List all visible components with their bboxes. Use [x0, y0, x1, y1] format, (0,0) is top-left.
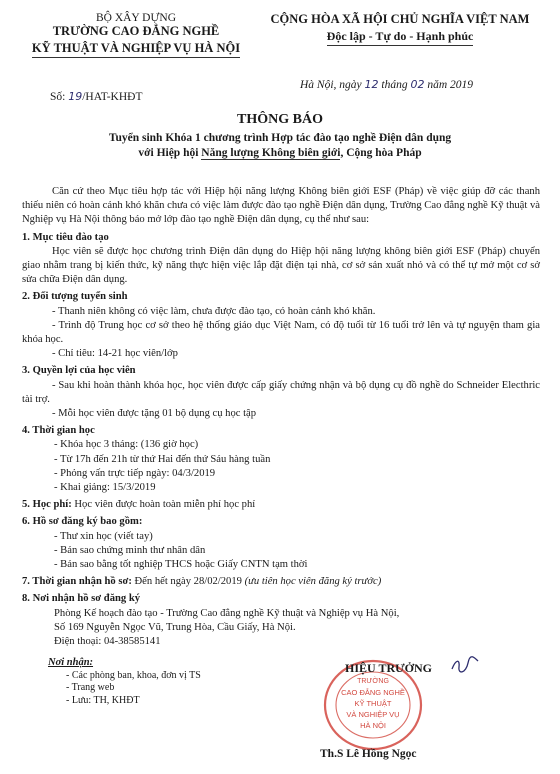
seal-text: CAO ĐẲNG NGHỀ: [341, 688, 405, 697]
school-name-line1: TRƯỜNG CAO ĐẲNG NGHỀ: [52, 24, 220, 38]
signer-title: HIỆU TRƯỞNG: [345, 661, 433, 675]
list-item: - Chỉ tiêu: 14-21 học viên/lớp: [52, 348, 178, 360]
school-name-line2: KỸ THUẬT VÀ NGHIỆP VỤ HÀ NỘI: [32, 41, 240, 58]
month-handwritten: 02: [410, 78, 425, 91]
signer-name: Th.S Lê Hồng Ngọc: [320, 748, 417, 760]
recipients-title: Nơi nhận:: [48, 657, 94, 669]
list-item: - Thanh niên không có việc làm, chưa được đào tạo, có hoàn cảnh khó khăn.: [52, 305, 376, 317]
ministry-name: BỘ XÂY DỰNG: [95, 12, 177, 24]
section-2-title: 2. Đối tượng tuyển sinh: [22, 291, 128, 303]
section-4-title: 4. Thời gian học: [22, 425, 95, 437]
list-item: - Bản sao chứng minh thư nhân dân: [54, 544, 206, 556]
list-item: - Từ 17h đến 21h từ thứ Hai đến thứ Sáu hàng tuần: [54, 453, 271, 465]
list-item: - Mỗi học viên được tặng 01 bộ dụng cụ học tập: [52, 408, 257, 420]
recipient-item: - Lưu: TH, KHĐT: [66, 694, 140, 706]
national-motto: Độc lập - Tự do - Hạnh phúc: [327, 29, 474, 46]
document-number: Số: 19/HAT-KHĐT: [50, 90, 143, 103]
list-item: - Trình độ Trung học cơ sở theo hệ thống giáo dục Việt Nam, có độ tuổi từ 16 tuổi trở lên và tự nguyện tham gia khóa học.: [22, 319, 540, 346]
seal-text: VÀ NGHIỆP VỤ: [346, 710, 400, 719]
list-item: - Phỏng vấn trực tiếp ngày: 04/3/2019: [54, 467, 216, 479]
list-item: - Sau khi hoàn thành khóa học, học viên được cấp giấy chứng nhận và bộ dụng cụ đồ nghề do Schneider Electhric tài trợ.: [22, 379, 540, 405]
issuer-block: [22, 8, 250, 58]
section-3-title: 3. Quyền lợi của học viên: [22, 365, 136, 377]
signature-mark: [450, 655, 480, 675]
recipient-item: - Các phòng ban, khoa, đơn vị TS: [66, 669, 201, 681]
section-6-title: 6. Hồ sơ đăng ký bao gồm:: [22, 516, 143, 528]
section-5: 5. Học phí: Học viên được hoàn toàn miễn phí học phí: [22, 499, 256, 511]
recipient-item: - Trang web: [66, 682, 115, 694]
day-handwritten: 12: [364, 78, 379, 91]
list-item: - Bản sao bằng tốt nghiệp THCS hoặc Giấy CNTN tạm thời: [54, 559, 308, 571]
list-item: - Khai giảng: 15/3/2019: [54, 482, 156, 494]
phone-line: Điện thoại: 04-38585141: [54, 636, 161, 648]
section-7: 7. Thời gian nhận hồ sơ: Đến hết ngày 28/02/2019 (ưu tiên học viên đăng ký trước): [22, 576, 382, 588]
nation-block: [250, 8, 550, 46]
seal-text: TRƯỜNG: [357, 678, 389, 685]
place-date: Hà Nội, ngày 12 tháng 02 năm 2019: [300, 78, 474, 91]
section-8-title: 8. Nơi nhận hồ sơ đăng ký: [22, 593, 141, 605]
document-number-handwritten: 19: [68, 90, 83, 103]
document-title: THÔNG BÁO: [237, 112, 323, 127]
address-line: Phòng Kế hoạch đào tạo - Trường Cao đẳng nghề Kỹ thuật và Nghiệp vụ Hà Nội,: [54, 607, 400, 619]
document-body: [22, 185, 540, 707]
section-1-title: 1. Mục tiêu đào tạo: [22, 231, 109, 243]
nation-name: CỘNG HÒA XÃ HỘI CHỦ NGHĨA VIỆT NAM: [270, 12, 530, 26]
seal-text: KỸ THUẬT: [354, 699, 392, 708]
section-1-text: Học viên sẽ được học chương trình Điện dân dụng do Hiệp hội năng lượng không biên giới ESF (Pháp) chuyển giao nhằm trang bị kiến thức, kỹ năng thực hiện việc lắp đặt điện tại nhà, cơ sở sản xuất nhỏ và có thể tự mở một cơ sở sửa chữa Điện dân dụng.: [22, 245, 540, 286]
list-item: - Khóa học 3 tháng: (136 giờ học): [54, 439, 199, 451]
intro-paragraph: Căn cứ theo Mục tiêu hợp tác với Hiệp hội năng lượng Không biên giới ESF (Pháp) về việc giúp đỡ các thanh thiếu niên có hoàn cảnh khó khăn chưa có việc làm được đào tạo nghề Điện dân dụng, Trường Cao đẳng nghề Kỹ thuật và Nghiệp vụ Hà Nội thông báo mở lớp đào tạo nghề Điện dân dụng, cụ thể như sau:: [22, 186, 540, 226]
document-subtitle: Tuyển sinh Khóa 1 chương trình Hợp tác đào tạo nghề Điện dân dụng với Hiệp hội Năng lượng Không biên giới, Cộng hòa Pháp: [108, 132, 452, 159]
seal-text: HÀ NỘI: [360, 721, 386, 730]
list-item: - Thư xin học (viết tay): [54, 530, 153, 542]
address-line: Số 169 Nguyễn Ngọc Vũ, Trung Hòa, Cầu Giấy, Hà Nội.: [54, 621, 296, 633]
